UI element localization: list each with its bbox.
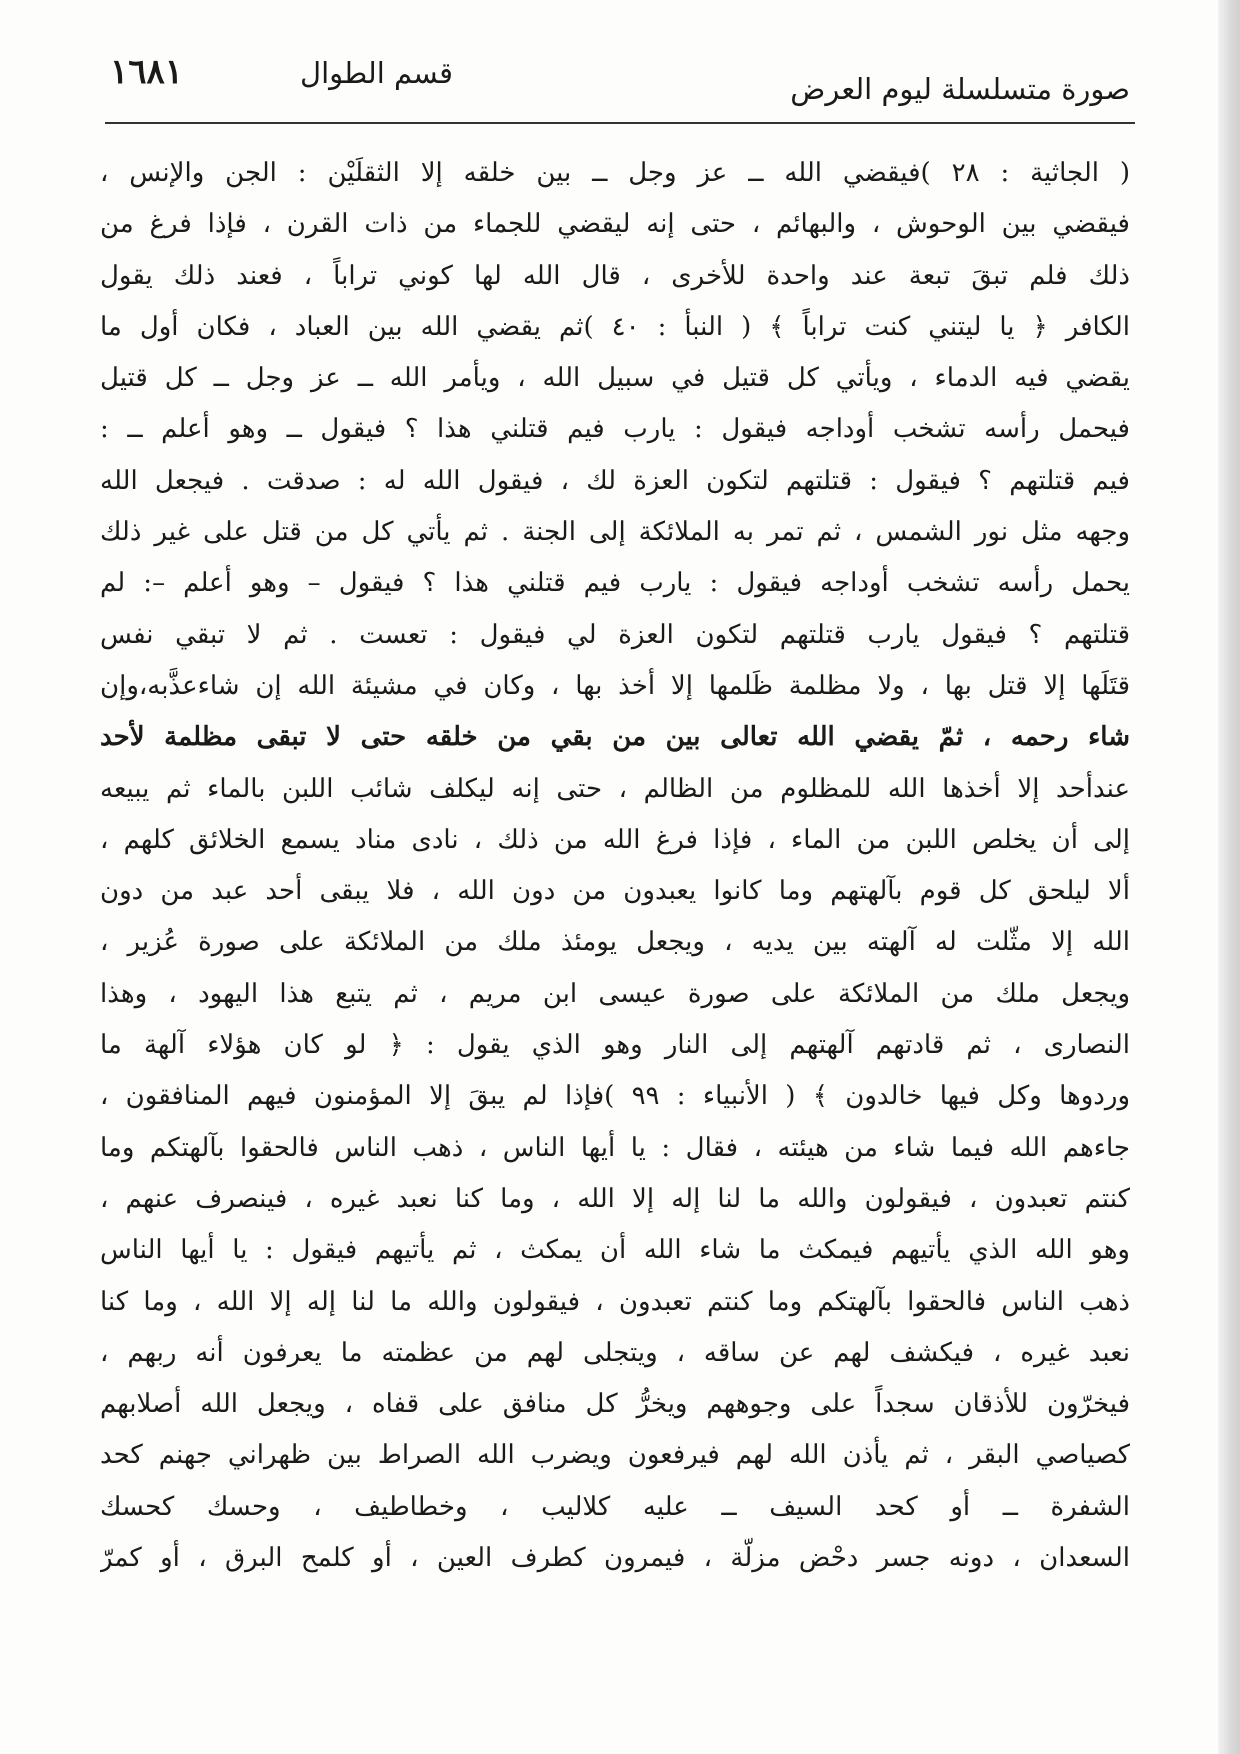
text-line: وردوها وكل فيها خالدون ﴾ ( الأنبياء : ٩٩ )فإذا لم يبقَ إلا المؤمنون فيهم المنافقون ، bbox=[100, 1081, 1130, 1112]
text-line: شاء رحمه ، ثمّ يقضي الله تعالى بين من بقي من خلقه حتى لا تبقى مظلمة لأحد bbox=[100, 722, 1130, 753]
body-text bbox=[100, 148, 1130, 1728]
text-line: كصياصي البقر ، ثم يأذن الله لهم فيرفعون ويضرب الله الصراط بين ظهراني جهنم كحد bbox=[100, 1440, 1130, 1471]
text-line: وجهه مثل نور الشمس ، ثم تمر به الملائكة إلى الجنة . ثم يأتي كل من قتل على غير ذلك bbox=[100, 517, 1130, 548]
text-line: فيم قتلتهم ؟ فيقول : قتلتهم لتكون العزة لك ، فيقول الله له : صدقت . فيجعل الله bbox=[100, 465, 1130, 496]
page-header bbox=[110, 52, 1130, 112]
text-line: ذلك فلم تبقَ تبعة عند واحدة للأخرى ، قال الله لها كوني تراباً ، فعند ذلك يقول bbox=[100, 260, 1130, 291]
text-line: يحمل رأسه تشخب أوداجه فيقول : يارب فيم قتلني هذا ؟ فيقول – وهو أعلم –: لم bbox=[100, 568, 1130, 599]
text-line: ( الجاثية : ٢٨ )فيقضي الله ــ عز وجل ــ بين خلقه إلا الثقلَيْن : الجن والإنس ، bbox=[100, 158, 1130, 188]
text-line: قتَلَها إلا قتل بها ، ولا مظلمة ظَلمها إلا أخذ بها ، وكان في مشيئة الله إن شاءعذَّبه،وإن bbox=[100, 670, 1130, 701]
text-line: نعبد غيره ، فيكشف لهم عن ساقه ، ويتجلى لهم من عظمته ما يعرفون أنه ربهم ، bbox=[100, 1337, 1130, 1368]
text-line: فيخرّون للأذقان سجداً على وجوههم ويخرُّ كل منافق على قفاه ، ويجعل الله أصلابهم bbox=[100, 1389, 1130, 1420]
text-line: وهو الله الذي يأتيهم فيمكث ما شاء الله أن يمكث ، ثم يأتيهم فيقول : يا أيها الناس bbox=[100, 1235, 1130, 1266]
header-divider bbox=[105, 122, 1135, 124]
chapter-title: صورة متسلسلة ليوم العرض bbox=[790, 72, 1130, 106]
text-line: الله إلا مثّلت له آلهته بين يديه ، ويجعل يومئذ ملك من الملائكة على صورة عُزير ، bbox=[100, 927, 1130, 958]
page-number: ١٦٨١ bbox=[110, 52, 184, 92]
text-line: ويجعل ملك من الملائكة على صورة عيسى ابن مريم ، ثم يتبع هذا اليهود ، وهذا bbox=[100, 978, 1130, 1009]
text-line: النصارى ، ثم قادتهم آلهتهم إلى النار وهو الذي يقول : ﴿ لو كان هؤلاء آلهة ما bbox=[100, 1030, 1130, 1061]
text-line: فيقضي بين الوحوش ، والبهائم ، حتى إنه ليقضي للجماء من ذات القرن ، فإذا فرغ من bbox=[100, 209, 1130, 240]
text-line: الشفرة ــ أو كحد السيف ــ عليه كلاليب ، وخطاطيف ، وحسك كحسك bbox=[100, 1491, 1130, 1522]
text-line: الكافر ﴿ يا ليتني كنت تراباً ﴾ ( النبأ : ٤٠ )ثم يقضي الله بين العباد ، فكان أول ما bbox=[100, 311, 1130, 342]
text-line: جاءهم الله فيما شاء من هيئته ، فقال : يا أيها الناس ، ذهب الناس فالحقوا بآلهتكم وما bbox=[100, 1132, 1130, 1163]
text-line: يقضي فيه الدماء ، ويأتي كل قتيل في سبيل الله ، ويأمر الله ــ عز وجل ــ كل قتيل bbox=[100, 363, 1130, 394]
text-line: قتلتهم ؟ فيقول يارب قتلتهم لتكون العزة لي فيقول : تعست . ثم لا تبقي نفس bbox=[100, 619, 1130, 650]
text-line: عندأحد إلا أخذها الله للمظلوم من الظالم ، حتى إنه ليكلف شائب اللبن بالماء ثم يبيعه bbox=[100, 773, 1130, 804]
text-line: فيحمل رأسه تشخب أوداجه فيقول : يارب فيم قتلني هذا ؟ فيقول ــ وهو أعلم ــ : bbox=[100, 414, 1130, 445]
text-line: ألا ليلحق كل قوم بآلهتهم وما كانوا يعبدون من دون الله ، فلا يبقى أحد عبد من دون bbox=[100, 876, 1130, 907]
text-line: كنتم تعبدون ، فيقولون والله ما لنا إله إلا الله ، وما كنا نعبد غيره ، فينصرف عنهم ، bbox=[100, 1183, 1130, 1214]
section-title: قسم الطوال bbox=[300, 56, 454, 90]
text-line: السعدان ، دونه جسر دحْض مزلّة ، فيمرون كطرف العين ، أو كلمح البرق ، أو كمرّ bbox=[100, 1543, 1130, 1574]
text-line: ذهب الناس فالحقوا بآلهتكم وما كنتم تعبدون ، فيقولون والله ما لنا إله إلا الله ، وما كنا bbox=[100, 1286, 1130, 1317]
page-edge-shadow bbox=[1218, 0, 1240, 1754]
text-line: إلى أن يخلص اللبن من الماء ، فإذا فرغ الله من ذلك ، نادى مناد يسمع الخلائق كلهم ، bbox=[100, 824, 1130, 855]
